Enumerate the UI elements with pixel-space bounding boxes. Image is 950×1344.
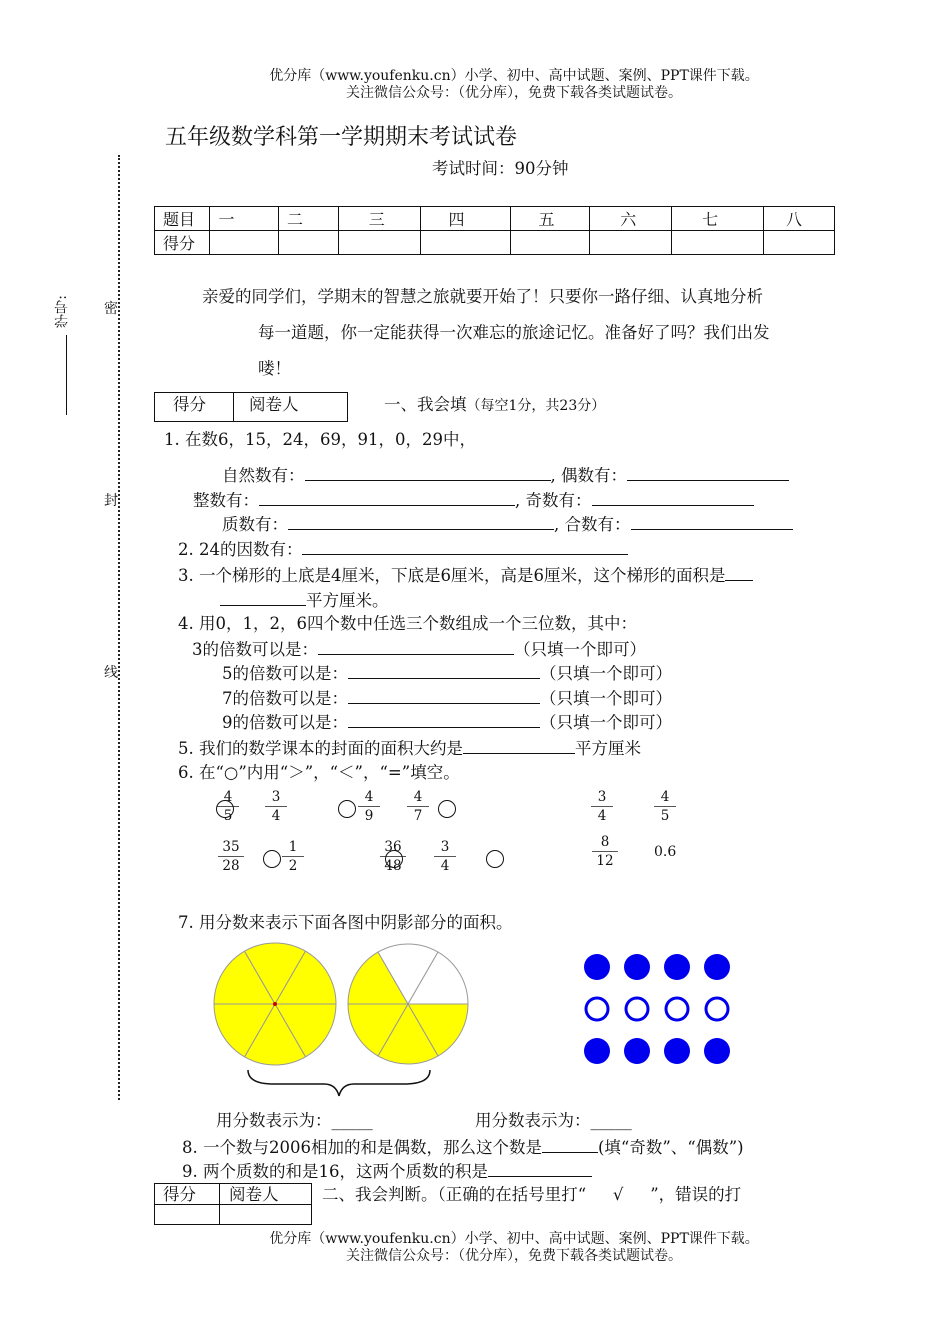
binding-feng: 封: [104, 493, 118, 509]
score-table-score-row: [155, 231, 835, 255]
section2-title: [322, 1184, 741, 1206]
q4-m5-label: 5的倍数可以是：: [222, 664, 348, 683]
score-input-cell[interactable]: [590, 231, 672, 255]
fraction-numerator: 4: [358, 788, 380, 807]
q3-unit: 平方厘米。: [306, 591, 389, 610]
q6-fraction: [265, 788, 287, 825]
q4-m7-blank[interactable]: [348, 687, 540, 704]
filled-dot: [664, 1038, 690, 1064]
grader-box: [154, 392, 348, 422]
grader-score-label: 得分: [163, 1185, 196, 1204]
pie-center-dot: [273, 1002, 277, 1006]
fraction-numerator: 3: [591, 788, 613, 807]
q4-m7-label: 7的倍数可以是：: [222, 689, 348, 708]
fraction-numerator: 4: [407, 788, 429, 807]
student-number-label: 学号:: [54, 295, 70, 328]
score-input-cell[interactable]: [764, 231, 835, 255]
score-input-cell[interactable]: [420, 231, 510, 255]
q1-stem: 1. 在数6，15，24，69，91，0，29中，: [164, 430, 476, 449]
q2-blank[interactable]: [302, 538, 628, 555]
q6-compare-circle[interactable]: [385, 850, 403, 868]
q6-fraction: [407, 788, 429, 825]
exam-title: 五年级数学科第一学期期末考试试卷: [165, 125, 518, 150]
section1-title-text: 一、我会填: [384, 395, 467, 414]
score-table-cell: 三: [338, 207, 420, 231]
q4-row-9: [222, 711, 672, 734]
grader-box-2: [154, 1183, 312, 1225]
binding-dotted-line: [118, 155, 120, 1100]
intro-line-3: 喽！: [258, 359, 291, 378]
q1-prime-blank[interactable]: [288, 513, 554, 530]
section1-note: （每空1分，共23分）: [466, 398, 606, 414]
filled-dot: [704, 1038, 730, 1064]
fraction-denominator: 7: [413, 808, 423, 824]
q6-compare-circle[interactable]: [263, 850, 281, 868]
fraction-denominator: 5: [223, 808, 233, 824]
q3-stem: 3. 一个梯形的上底是4厘米，下底是6厘米，高是6厘米，这个梯形的面积是: [178, 566, 726, 585]
q4-stem: 4. 用0，1，2，6四个数中任选三个数组成一个三位数，其中：: [178, 614, 637, 633]
score-input-cell[interactable]: [672, 231, 764, 255]
q4-row-3: [192, 638, 646, 661]
filled-dot: [624, 1038, 650, 1064]
q1-integer-label: 整数有：: [193, 491, 259, 510]
q1-prime-label: 质数有：: [222, 515, 288, 534]
q6-fraction: [654, 788, 676, 825]
binding-xian: 线: [104, 665, 118, 681]
q1-even-blank[interactable]: [627, 464, 789, 481]
score-table-cell: 二: [278, 207, 338, 231]
score-table: [154, 206, 835, 255]
q7-brace: [244, 1068, 434, 1098]
header-line-1: 优分库（www.youfenku.cn）小学、初中、高中试题、案例、PPT课件下载。: [269, 68, 759, 84]
q9-stem: 9. 两个质数的和是16，这两个质数的积是: [182, 1162, 488, 1181]
q5-blank[interactable]: [463, 737, 575, 754]
q6-fraction: [591, 788, 613, 825]
q1-row-integer: [193, 489, 754, 512]
q4-hint: （只填一个即可）: [540, 713, 672, 732]
header-line-2: 关注微信公众号：（优分库），免费下载各类试题试卷。: [346, 85, 682, 101]
score-table-cell: 七: [672, 207, 764, 231]
score-table-cell: 一: [210, 207, 279, 231]
q6-fraction: [218, 838, 244, 875]
fraction-denominator: 4: [597, 808, 607, 824]
empty-dot: [586, 998, 608, 1020]
q7-stem: 7. 用分数来表示下面各图中阴影部分的面积。: [178, 913, 513, 932]
q4-hint: （只填一个即可）: [540, 689, 672, 708]
fraction-numerator: 4: [654, 788, 676, 807]
empty-dot: [706, 998, 728, 1020]
section1-title: [384, 394, 605, 417]
q5-stem: 5. 我们的数学课本的封面的面积大约是: [178, 739, 463, 758]
filled-dot: [664, 954, 690, 980]
grader-box-divider: [233, 393, 234, 421]
q4-row-7: [222, 687, 672, 710]
q7-answer-blank[interactable]: _____: [590, 1111, 632, 1130]
q4-m3-blank[interactable]: [318, 638, 514, 655]
fraction-denominator: 9: [364, 808, 374, 824]
pie-partly-shaded: [348, 944, 468, 1064]
q7-answer-1: [216, 1110, 373, 1132]
student-number-line: [66, 335, 67, 415]
filled-dot: [624, 954, 650, 980]
q8: [182, 1136, 744, 1159]
q7-answer-label: 用分数表示为：: [216, 1111, 332, 1130]
q7-answer-blank[interactable]: _____: [331, 1111, 373, 1130]
fraction-numerator: 3: [265, 788, 287, 807]
q7-dot-grid: [578, 948, 738, 1068]
q4-m3-label: 3的倍数可以是：: [192, 640, 318, 659]
q6-fraction: [592, 833, 618, 870]
score-table-cell: 六: [590, 207, 672, 231]
q3-blank-b[interactable]: [220, 589, 306, 606]
empty-dot: [626, 998, 648, 1020]
grader-reviewer-label: 阅卷人: [249, 395, 299, 414]
section2-check: √: [612, 1185, 624, 1204]
q1-integer-blank[interactable]: [259, 489, 515, 506]
q6-stem: 6. 在“○”内用“＞”，“＜”，“=”填空。: [178, 763, 460, 782]
filled-dot: [584, 954, 610, 980]
score-input-cell[interactable]: [510, 231, 590, 255]
q8-tail: (填“奇数”、“偶数”): [597, 1138, 744, 1157]
exam-time: 考试时间：90分钟: [432, 159, 569, 178]
q1-composite-blank[interactable]: [631, 513, 793, 530]
q1-odd-blank[interactable]: [592, 489, 754, 506]
q6-compare-circle[interactable]: [338, 800, 356, 818]
score-table-cell: 五: [510, 207, 590, 231]
q9-blank[interactable]: [488, 1160, 592, 1177]
q1-row-natural: [222, 464, 789, 487]
q4-m9-label: 9的倍数可以是：: [222, 713, 348, 732]
q4-m5-blank[interactable]: [348, 662, 540, 679]
q7-answer-2: [475, 1110, 632, 1132]
fraction-numerator: 1: [282, 838, 304, 857]
q1-natural-blank[interactable]: [305, 464, 551, 481]
grader-reviewer-label: 阅卷人: [229, 1185, 279, 1204]
q1-composite-label: , 合数有：: [554, 515, 631, 534]
q4-hint: （只填一个即可）: [540, 664, 672, 683]
q4-m9-blank[interactable]: [348, 711, 540, 728]
q3-blank-a[interactable]: [725, 564, 753, 581]
filled-dot: [584, 1038, 610, 1064]
intro-line-1: 亲爱的同学们，学期末的智慧之旅就要开始了！只要你一路仔细、认真地分析: [202, 287, 763, 306]
fraction-denominator: 28: [222, 858, 240, 874]
grader-score-label: 得分: [173, 395, 206, 414]
fraction-denominator: 5: [660, 808, 670, 824]
q5: [178, 737, 641, 760]
q6-compare-circle[interactable]: [438, 800, 456, 818]
q6-fraction: [358, 788, 380, 825]
q7-answer-label: 用分数表示为：: [475, 1111, 591, 1130]
fraction-numerator: 35: [218, 838, 244, 857]
q6-fraction: [434, 838, 456, 875]
q6-compare-circle[interactable]: [216, 800, 234, 818]
q1-row-prime: [222, 513, 793, 536]
footer-line-2: 关注微信公众号：（优分库），免费下载各类试题试卷。: [346, 1248, 682, 1264]
binding-mi: 密: [104, 301, 118, 317]
fraction-numerator: 3: [434, 838, 456, 857]
q8-blank[interactable]: [542, 1136, 598, 1153]
intro-line-2: 每一道题，你一定能获得一次难忘的旅途记忆。准备好了吗？我们出发: [258, 323, 770, 342]
score-table-cell: 四: [420, 207, 510, 231]
fraction-numerator: 36: [380, 838, 406, 857]
fraction-denominator: 4: [271, 808, 281, 824]
score-input-cell[interactable]: [278, 231, 338, 255]
q9: [182, 1160, 592, 1183]
q4-row-5: [222, 662, 672, 685]
empty-dot: [666, 998, 688, 1020]
q2: [178, 538, 628, 561]
fraction-denominator: 2: [288, 858, 298, 874]
fraction-numerator: 4: [217, 788, 239, 807]
score-table-cell: 题目: [155, 207, 210, 231]
score-table-cell: 八: [764, 207, 835, 231]
q5-unit: 平方厘米: [575, 739, 641, 758]
q1-odd-label: , 奇数有：: [515, 491, 592, 510]
fraction-numerator: 8: [592, 833, 618, 852]
score-input-cell[interactable]: [210, 231, 279, 255]
score-table-cell: 得分: [155, 231, 210, 255]
q6-fraction: [282, 838, 304, 875]
score-table-header-row: [155, 207, 835, 231]
fraction-denominator: 12: [596, 853, 614, 869]
q3-line-1: [178, 564, 753, 587]
q8-stem: 8. 一个数与2006相加的和是偶数，那么这个数是: [182, 1138, 542, 1157]
q1-natural-label: 自然数有：: [222, 466, 305, 485]
section2-tail: ”，错误的打: [650, 1185, 742, 1204]
fraction-denominator: 48: [384, 858, 402, 874]
filled-dot: [704, 954, 730, 980]
score-input-cell[interactable]: [338, 231, 420, 255]
footer-line-1: 优分库（www.youfenku.cn）小学、初中、高中试题、案例、PPT课件下载。: [269, 1231, 759, 1247]
q3-line-2: [220, 589, 389, 612]
section2-title-text: 二、我会判断。（正确的在括号里打“: [322, 1185, 587, 1204]
fraction-denominator: 4: [440, 858, 450, 874]
q4-hint: （只填一个即可）: [514, 640, 646, 659]
q6-decimal: 0.6: [654, 844, 677, 860]
q6-compare-circle[interactable]: [486, 850, 504, 868]
q2-stem: 2. 24的因数有：: [178, 540, 303, 559]
q1-even-label: , 偶数有：: [550, 466, 627, 485]
